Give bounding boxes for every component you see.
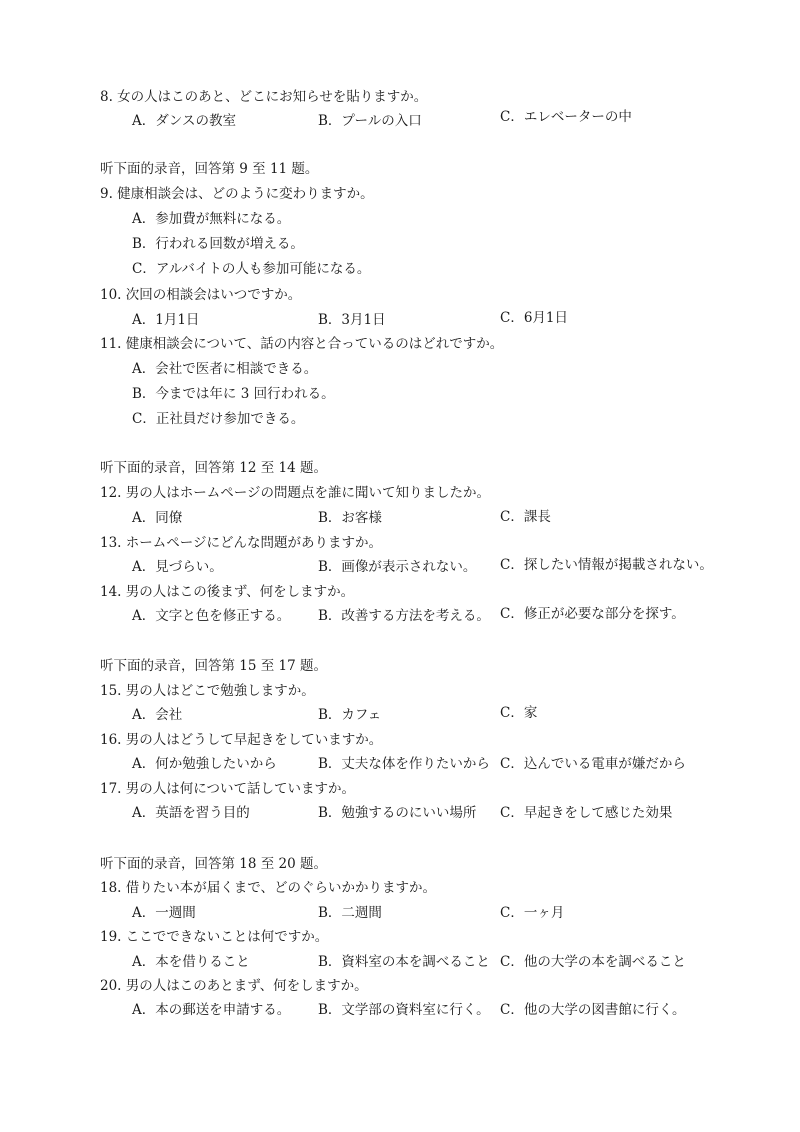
- question-15-stem: 15. 男の人はどこで勉強しますか。: [100, 683, 315, 699]
- question-18-option-b: B．二週間: [318, 905, 382, 921]
- question-20-option-c: C．他の大学の図書館に行く。: [500, 1002, 686, 1018]
- question-14-stem: 14. 男の人はこの後まず、何をしますか。: [100, 584, 355, 600]
- question-20-stem: 20. 男の人はこのあとまず、何をしますか。: [100, 978, 368, 994]
- question-8-stem: 8. 女の人はこのあと、どこにお知らせを貼りますか。: [100, 89, 428, 105]
- question-11-option-b: B．今までは年に 3 回行われる。: [132, 386, 335, 402]
- question-19-option-a: A．本を借りること: [132, 954, 250, 970]
- question-15-option-a: A．会社: [132, 707, 183, 723]
- question-8-option-c: C．エレベーターの中: [500, 109, 632, 125]
- question-17-option-b: B．勉強するのにいい場所: [318, 805, 477, 821]
- question-8-option-b: B．プールの入口: [318, 113, 422, 129]
- question-10-option-c: C．6月1日: [500, 310, 569, 326]
- question-17-option-c: C．早起きをして感じた効果: [500, 805, 673, 821]
- question-18-option-c: C．一ヶ月: [500, 905, 565, 921]
- question-19-option-c: C．他の大学の本を調べること: [500, 954, 686, 970]
- question-16-stem: 16. 男の人はどうして早起きをしていますか。: [100, 732, 383, 748]
- question-12-option-c: C．課長: [500, 509, 551, 525]
- question-15-option-b: B．カフェ: [318, 707, 382, 723]
- section-heading-9-11: 听下面的录音，回答第 9 至 11 题。: [100, 161, 319, 177]
- section-heading-12-14: 听下面的录音，回答第 12 至 14 题。: [100, 460, 328, 476]
- question-10-option-a: A．1月1日: [132, 312, 200, 328]
- question-15-option-c: C．家: [500, 705, 538, 721]
- question-19-stem: 19. ここでできないことは何ですか。: [100, 929, 329, 945]
- question-14-option-b: B．改善する方法を考える。: [318, 608, 490, 624]
- question-8-option-a: A．ダンスの教室: [132, 113, 236, 129]
- question-12-option-a: A．同僚: [132, 510, 183, 526]
- question-9-option-a: A．参加費が無料になる。: [132, 211, 291, 227]
- question-13-option-c: C．探したい情報が掲載されない。: [500, 557, 713, 573]
- section-heading-18-20: 听下面的录音，回答第 18 至 20 题。: [100, 856, 328, 872]
- question-9-option-b: B．行われる回数が増える。: [132, 236, 304, 252]
- question-20-option-b: B．文学部の資料室に行く。: [318, 1002, 490, 1018]
- question-19-option-b: B．資料室の本を調べること: [318, 954, 490, 970]
- question-11-option-a: A．会社で医者に相談できる。: [132, 361, 318, 377]
- section-heading-15-17: 听下面的录音，回答第 15 至 17 题。: [100, 658, 328, 674]
- question-12-stem: 12. 男の人はホームページの問題点を誰に聞いて知りましたか。: [100, 485, 490, 501]
- question-17-stem: 17. 男の人は何について話していますか。: [100, 781, 355, 797]
- question-14-option-a: A．文字と色を修正する。: [132, 608, 291, 624]
- question-16-option-c: C．込んでいる電車が嫌だから: [500, 756, 686, 772]
- question-13-stem: 13. ホームページにどんな問題がありますか。: [100, 535, 382, 551]
- question-13-option-b: B．画像が表示されない。: [318, 559, 477, 575]
- question-10-stem: 10. 次回の相談会はいつですか。: [100, 287, 302, 303]
- question-10-option-b: B．3月1日: [318, 312, 386, 328]
- question-18-stem: 18. 借りたい本が届くまで、どのぐらいかかりますか。: [100, 880, 436, 896]
- question-11-stem: 11. 健康相談会について、話の内容と合っているのはどれですか。: [100, 336, 504, 352]
- question-11-option-c: C．正社員だけ参加できる。: [132, 411, 305, 427]
- question-16-option-b: B．丈夫な体を作りたいから: [318, 756, 490, 772]
- question-16-option-a: A．何か勉強したいから: [132, 756, 277, 772]
- question-18-option-a: A．一週間: [132, 905, 196, 921]
- question-14-option-c: C．修正が必要な部分を探す。: [500, 606, 685, 622]
- question-9-stem: 9. 健康相談会は、どのように変わりますか。: [100, 186, 374, 202]
- question-17-option-a: A．英語を習う目的: [132, 805, 250, 821]
- question-20-option-a: A．本の郵送を申請する。: [132, 1002, 291, 1018]
- question-9-option-c: C．アルバイトの人も参加可能になる。: [132, 261, 371, 277]
- question-13-option-a: A．見づらい。: [132, 559, 223, 575]
- question-12-option-b: B．お客様: [318, 510, 382, 526]
